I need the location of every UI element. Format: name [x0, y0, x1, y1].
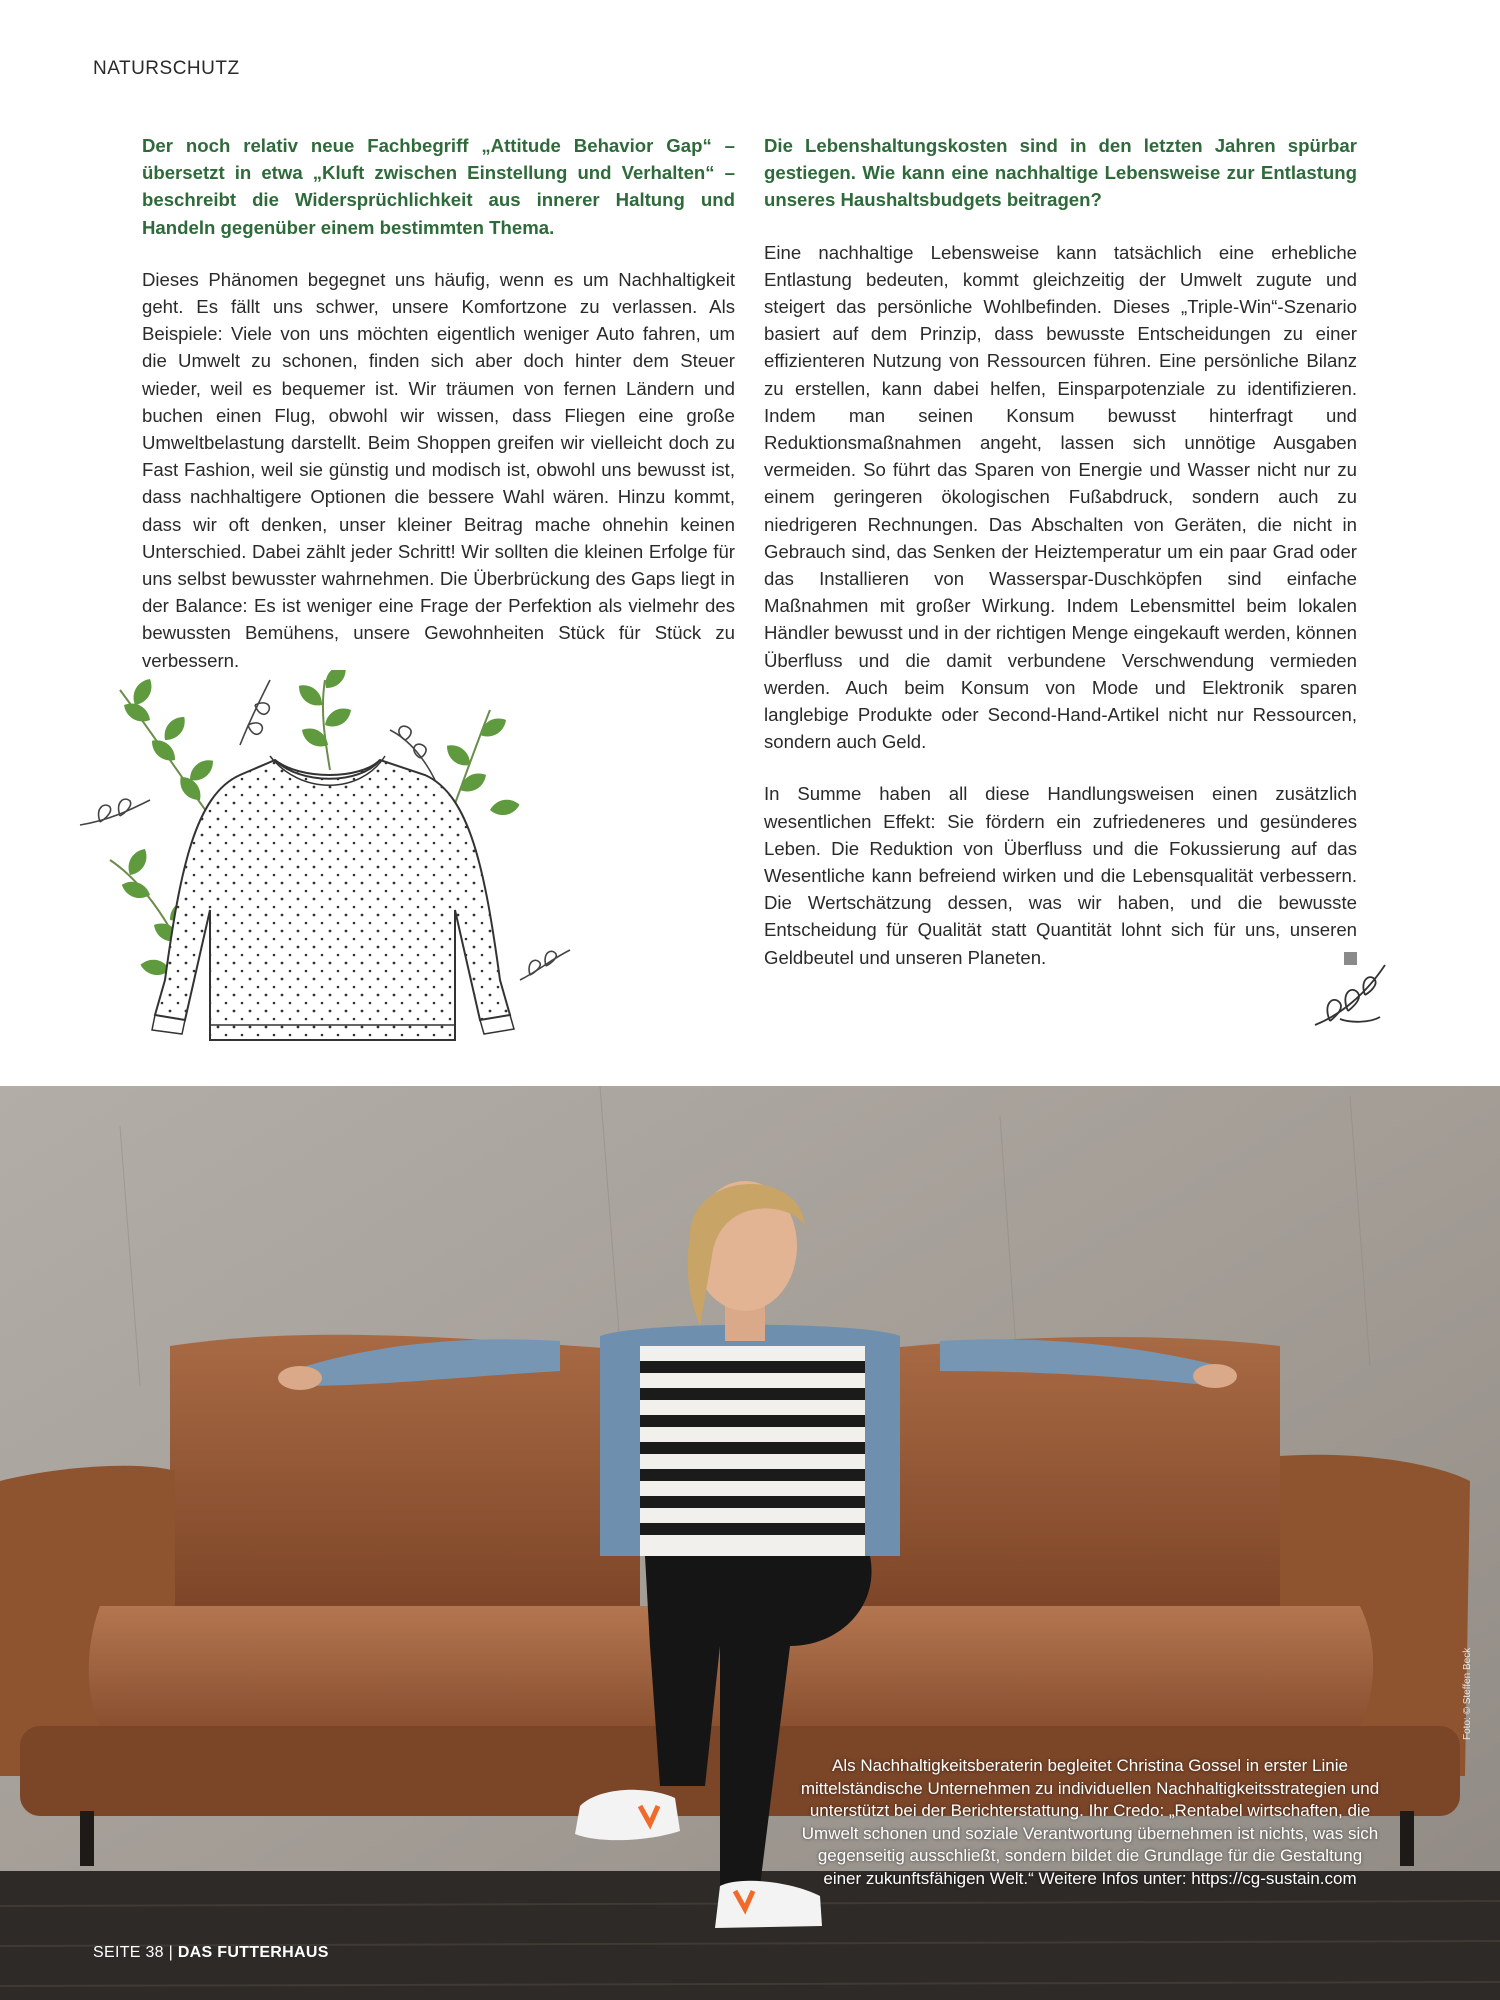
left-body: Dieses Phänomen begegnet uns häufig, wenn es um Nachhaltigkeit geht. Es fällt uns schwer, unsere Komfortzone zu verlassen. Als Beispiele: Viele von uns möchten eigentlich weniger Auto fahren, um die Umwelt zu schonen, finden sich aber doch hinter dem Steuer wieder, weil es bequemer ist. Wir träumen von fernen Ländern und buchen einen Flug, obwohl wir wissen, dass Fliegen eine große Umweltbelastung darstellt. Beim Shoppen greifen wir vielleicht doch zu Fast Fashion, weil sie günstig und modisch ist, obwohl uns bewusst ist, dass nachhaltigere Optionen die bessere Wahl wären. Hinzu kommt, dass wir oft denken, unser kleiner Beitrag mache ohnehin keinen Unterschied. Dabei zählt jeder Schritt! Wir sollten die kleinen Erfolge für uns selbst bewusster wahrnehmen. Die Überbrückung des Gaps liegt in der Balance: Es ist weniger eine Frage der Perfektion als vielmehr des bewussten Bemühens, unsere Gewohnheiten Stück für Stück zu verbessern.: [142, 268, 735, 671]
right-body-2-text: In Summe haben all diese Handlungsweisen einen zusätzlich wesentlichen Effekt: Sie fördern ein zufriedeneres und gesünderes Leben. Die Reduktion von Überfluss und die Fokussierung auf das Wesentliche kann befreiend wirken und die Lebensqualität verbessern. Die Wertschätzung dessen, was wir haben, und die bewusste Entscheidung für Qualität statt Quantität lohnt sich für uns, unseren Geldbeutel und unseren Planeten.: [764, 783, 1357, 968]
left-lead: Der noch relativ neue Fachbegriff „Attitude Behavior Gap“ – übersetzt in etwa „Kluft zwischen Einstellung und Verhalten“ – beschreibt die Widersprüchlichkeit aus innerer Haltung und Handeln gegenüber einem bestimmten Thema.: [142, 135, 735, 238]
right-lead: Die Lebenshaltungskosten sind in den letzten Jahren spürbar gestiegen. Wie kann eine nachhaltige Lebensweise zur Entlastung unseres Haushaltsbudgets beitragen?: [764, 135, 1357, 211]
photo-credit: Foto: © Steffen Beck: [1462, 1647, 1473, 1740]
leaf-branch-center: [294, 670, 355, 770]
sweater-with-leaves-illustration: [70, 670, 590, 1060]
page-footer: [93, 1944, 329, 1962]
photo-caption: Als Nachhaltigkeitsberaterin begleitet Christina Gossel in erster Linie mittelständische Unternehmen zu individuellen Nachhaltigkeitsstrategien und unterstützt bei der Berichterstattung. Ihr Credo: „Rentabel wirtschaften, die Umwelt schonen und soziale Verantwortung übernehmen ist nichts, was sich gegenseitig ausschließt, sondern bildet die Grundlage für die Gestaltung einer zukunftsfähigen Welt.“ Weitere Infos unter: https://cg-sustain.com: [800, 1756, 1380, 1888]
sprig-doodle-icon: [1310, 955, 1390, 1035]
right-body-1: Eine nachhaltige Lebensweise kann tatsächlich eine erhebliche Entlastung bedeuten, kommt gleichzeitig der Umwelt zugute und steigert das persönliche Wohlbefinden. Dieses „Triple-Win“-Szenario basiert auf dem Prinzip, dass bewusste Entscheidungen zu einer effizienteren Nutzung von Ressourcen führen. Eine persönliche Bilanz zu erstellen, kann dabei helfen, Einsparpotenziale zu identifizieren. Indem man seinen Konsum bewusst hinterfragt und Reduktionsmaßnahmen angeht, lassen sich unnötige Ausgaben vermeiden. So führt das Sparen von Energie und Wasser nicht nur zu einem geringeren ökologischen Fußabdruck, sondern auch zu niedrigeren Rechnungen. Das Abschalten von Geräten, die nicht in Gebrauch sind, das Senken der Heiztemperatur um ein paar Grad oder das Installieren von Wasserspar-Duschköpfen sind einfache Maßnahmen mit großer Wirkung. Indem Lebensmittel beim lokalen Händler bewusst und in der richtigen Menge eingekauft werden, können Überfluss und die damit verbundene Verschwendung vermieden werden. Auch beim Konsum von Mode und Elektronik sparen langlebige Produkte oder Second-Hand-Artikel nicht nur Ressourcen, sondern auch Geld.: [764, 241, 1357, 753]
page-number: SEITE 38 |: [93, 1944, 178, 1961]
sweater: [152, 756, 514, 1040]
section-label: NATURSCHUTZ: [93, 58, 240, 79]
brand-name: DAS FUTTERHAUS: [177, 1944, 329, 1961]
right-body-2: [764, 780, 1357, 970]
left-column: [142, 132, 735, 699]
right-column: [764, 132, 1357, 996]
